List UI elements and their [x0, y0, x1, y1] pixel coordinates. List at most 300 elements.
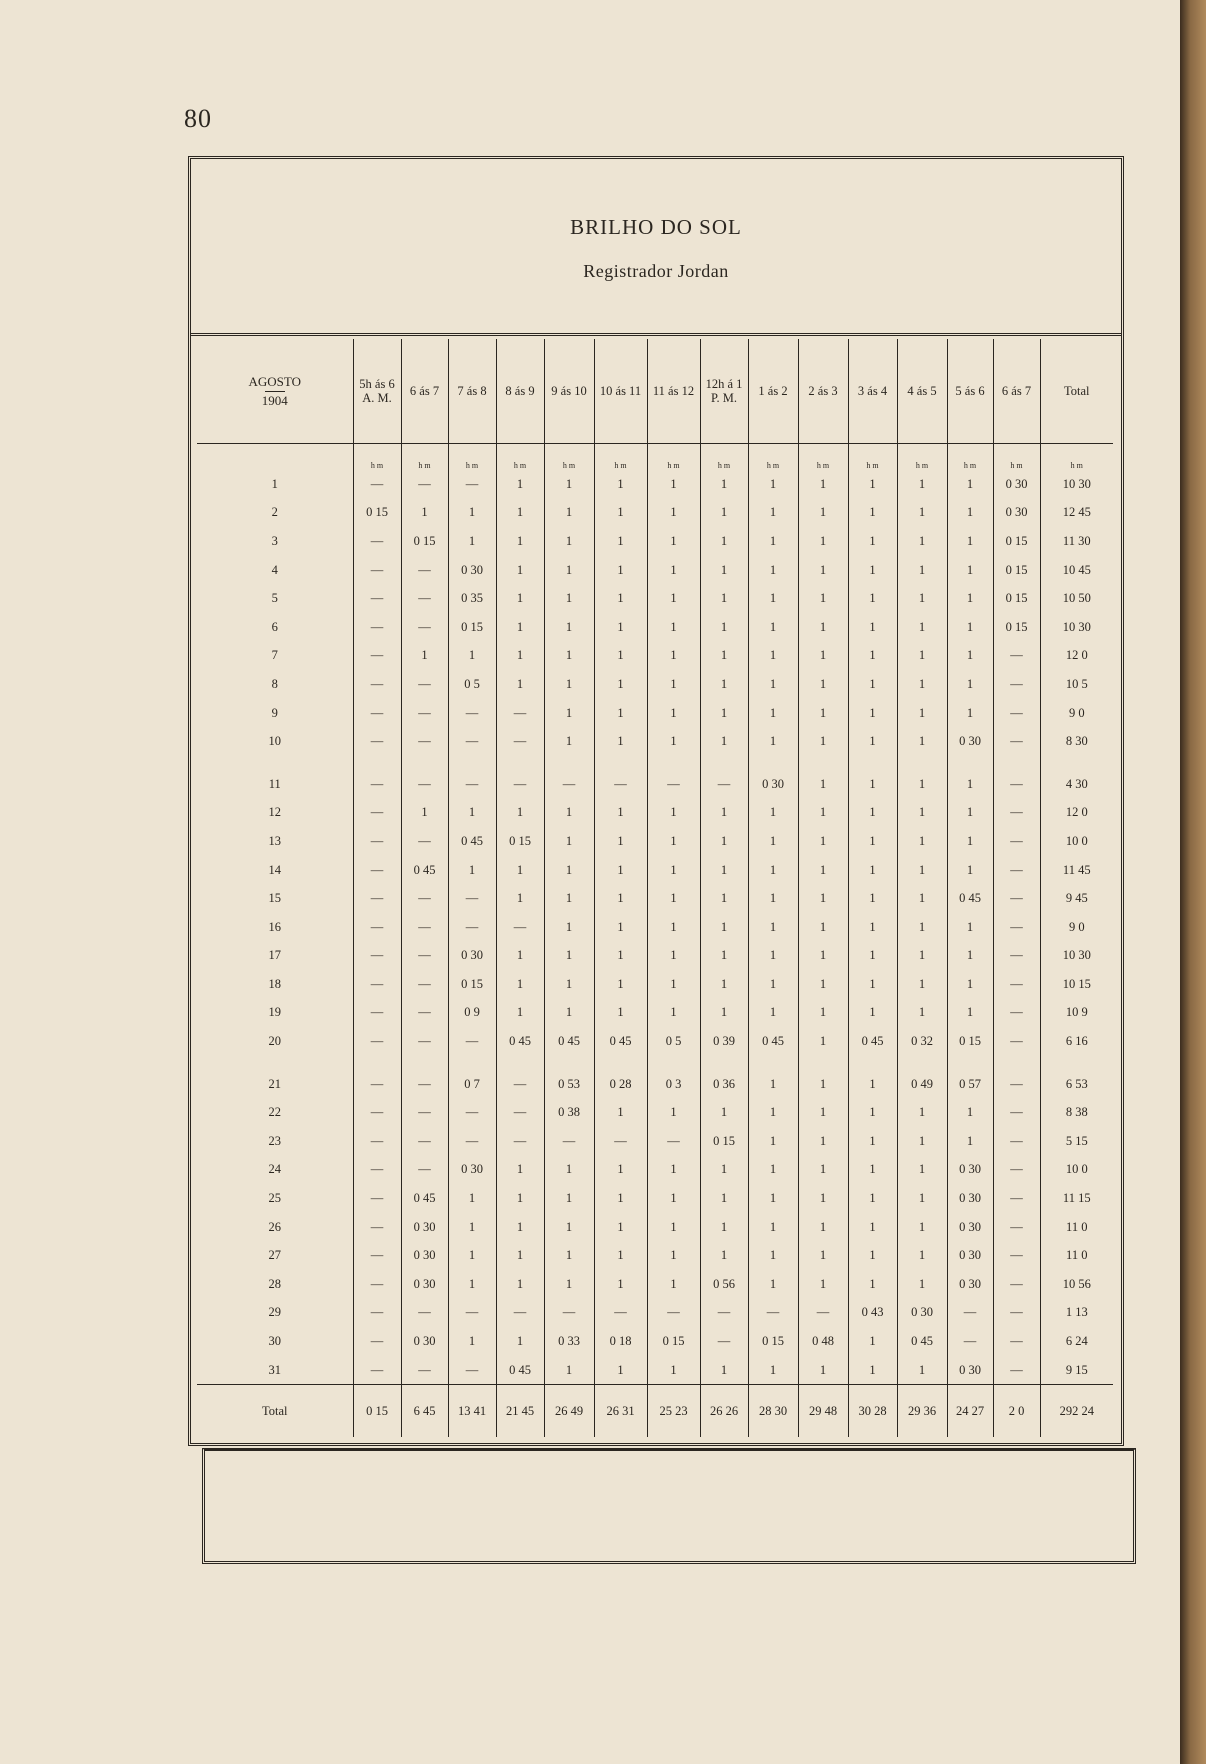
- value-cell: 1: [594, 1184, 647, 1213]
- gap-cell: [947, 1056, 993, 1070]
- total-value: 292 24: [1040, 1385, 1113, 1438]
- value-cell: 10 30: [1040, 613, 1113, 642]
- value-cell: —: [993, 1156, 1040, 1185]
- value-cell: 1: [897, 1156, 947, 1185]
- value-cell: —: [993, 642, 1040, 671]
- value-cell: 1: [594, 856, 647, 885]
- hour-column-header: [647, 339, 700, 444]
- value-cell: 1: [496, 584, 544, 613]
- value-cell: 0 30: [448, 942, 496, 971]
- value-cell: 1: [848, 727, 897, 756]
- value-cell: 11 0: [1040, 1213, 1113, 1242]
- value-cell: 0 39: [700, 1027, 748, 1056]
- value-cell: 1: [897, 584, 947, 613]
- gap-cell: [748, 1056, 798, 1070]
- value-cell: 1: [647, 699, 700, 728]
- table-row: [197, 1070, 1113, 1099]
- value-cell: —: [496, 1299, 544, 1328]
- value-cell: 1: [897, 670, 947, 699]
- value-cell: 1: [544, 827, 594, 856]
- value-cell: 1: [748, 670, 798, 699]
- value-cell: —: [993, 770, 1040, 799]
- value-cell: —: [993, 1098, 1040, 1127]
- table-row: [197, 727, 1113, 756]
- day-cell: 2: [271, 505, 278, 520]
- value-cell: 1: [594, 1241, 647, 1270]
- value-cell: 1: [897, 999, 947, 1028]
- value-cell: 1: [897, 699, 947, 728]
- value-cell: —: [353, 584, 401, 613]
- value-cell: 11 0: [1040, 1241, 1113, 1270]
- gap-cell: [544, 1056, 594, 1070]
- value-cell: 1: [401, 799, 448, 828]
- value-cell: 1: [798, 856, 848, 885]
- value-cell: 1: [544, 613, 594, 642]
- value-cell: 0 48: [798, 1327, 848, 1356]
- column-label: 6 ás 7: [409, 384, 440, 398]
- value-cell: 1: [448, 856, 496, 885]
- value-cell: —: [448, 1299, 496, 1328]
- value-cell: 1: [947, 613, 993, 642]
- value-cell: 1: [848, 499, 897, 528]
- value-cell: 0 15: [993, 527, 1040, 556]
- value-cell: 1: [544, 670, 594, 699]
- value-cell: 1: [748, 584, 798, 613]
- table-row: [197, 556, 1113, 585]
- table-row: [197, 913, 1113, 942]
- value-cell: 1: [544, 856, 594, 885]
- value-cell: 1: [947, 856, 993, 885]
- column-label: 7 ás 8: [457, 384, 487, 398]
- total-value: 30 28: [848, 1385, 897, 1438]
- table-row: [197, 970, 1113, 999]
- value-cell: —: [700, 1327, 748, 1356]
- month-label: AGOSTO: [248, 373, 301, 389]
- table-row: [197, 1027, 1113, 1056]
- value-cell: 1: [594, 584, 647, 613]
- value-cell: 1: [798, 1241, 848, 1270]
- unit-label: h m: [798, 444, 848, 471]
- value-cell: 10 30: [1040, 942, 1113, 971]
- value-cell: —: [353, 642, 401, 671]
- value-cell: 1: [848, 1156, 897, 1185]
- value-cell: 1: [748, 499, 798, 528]
- value-cell: 1: [848, 1270, 897, 1299]
- value-cell: 1: [897, 613, 947, 642]
- value-cell: 1: [897, 470, 947, 499]
- value-cell: 0 30: [993, 470, 1040, 499]
- value-cell: 1: [496, 470, 544, 499]
- value-cell: —: [401, 670, 448, 699]
- value-cell: 0 30: [401, 1270, 448, 1299]
- footer-box: [202, 1448, 1136, 1564]
- day-cell: 16: [268, 919, 281, 934]
- value-cell: 1: [947, 556, 993, 585]
- value-cell: 0 45: [496, 1356, 544, 1385]
- value-cell: 1: [748, 827, 798, 856]
- units-spacer: [197, 444, 353, 471]
- value-cell: 1: [848, 884, 897, 913]
- table-row: [197, 999, 1113, 1028]
- value-cell: 1: [947, 913, 993, 942]
- column-label: 2 ás 3: [808, 384, 838, 398]
- value-cell: —: [401, 1299, 448, 1328]
- value-cell: 1: [544, 527, 594, 556]
- value-cell: —: [353, 470, 401, 499]
- value-cell: 1: [647, 1213, 700, 1242]
- page-number: 80: [184, 104, 212, 133]
- value-cell: 1: [700, 613, 748, 642]
- value-cell: 1: [897, 1270, 947, 1299]
- title-area: [191, 159, 1121, 336]
- value-cell: 1: [798, 1270, 848, 1299]
- value-cell: 0 30: [401, 1213, 448, 1242]
- value-cell: —: [993, 1327, 1040, 1356]
- value-cell: 1: [594, 642, 647, 671]
- value-cell: —: [401, 999, 448, 1028]
- value-cell: 0 43: [848, 1299, 897, 1328]
- value-cell: 12 0: [1040, 642, 1113, 671]
- total-value: 26 31: [594, 1385, 647, 1438]
- value-cell: 1: [947, 470, 993, 499]
- value-cell: 1: [647, 942, 700, 971]
- value-cell: 1: [748, 556, 798, 585]
- value-cell: 1 13: [1040, 1299, 1113, 1328]
- value-cell: 1: [647, 1241, 700, 1270]
- value-cell: —: [353, 970, 401, 999]
- value-cell: —: [353, 1027, 401, 1056]
- value-cell: 1: [848, 970, 897, 999]
- value-cell: 0 30: [947, 1270, 993, 1299]
- value-cell: —: [993, 1184, 1040, 1213]
- gap-cell: [401, 1056, 448, 1070]
- value-cell: 0 15: [748, 1327, 798, 1356]
- table-row: [197, 642, 1113, 671]
- value-cell: 6 16: [1040, 1027, 1113, 1056]
- value-cell: 4 30: [1040, 770, 1113, 799]
- gap-cell: [700, 1056, 748, 1070]
- value-cell: —: [647, 1299, 700, 1328]
- value-cell: 1: [848, 584, 897, 613]
- table-row: [197, 1299, 1113, 1328]
- value-cell: —: [401, 699, 448, 728]
- value-cell: 9 0: [1040, 699, 1113, 728]
- value-cell: —: [993, 1213, 1040, 1242]
- value-cell: 1: [594, 999, 647, 1028]
- total-value: 25 23: [647, 1385, 700, 1438]
- hour-column-header: [848, 339, 897, 444]
- value-cell: 1: [848, 856, 897, 885]
- value-cell: 1: [848, 470, 897, 499]
- hour-column-header: [897, 339, 947, 444]
- value-cell: 1: [848, 913, 897, 942]
- value-cell: 10 45: [1040, 556, 1113, 585]
- value-cell: 1: [594, 499, 647, 528]
- gap-cell: [197, 1056, 353, 1070]
- value-cell: —: [448, 1027, 496, 1056]
- value-cell: 1: [700, 1213, 748, 1242]
- value-cell: —: [594, 1127, 647, 1156]
- value-cell: 1: [848, 770, 897, 799]
- value-cell: 1: [700, 584, 748, 613]
- gap-cell: [897, 756, 947, 770]
- table-title: BRILHO DO SOL: [570, 215, 742, 239]
- value-cell: 1: [748, 942, 798, 971]
- value-cell: 1: [700, 827, 748, 856]
- header-row: [197, 339, 1113, 444]
- value-cell: 1: [700, 1241, 748, 1270]
- value-cell: —: [544, 770, 594, 799]
- total-value: 6 45: [401, 1385, 448, 1438]
- value-cell: 1: [848, 1127, 897, 1156]
- table-row: [197, 942, 1113, 971]
- book-spine: [1180, 0, 1206, 1764]
- value-cell: —: [993, 799, 1040, 828]
- value-cell: 1: [897, 1213, 947, 1242]
- value-cell: —: [594, 770, 647, 799]
- value-cell: 1: [496, 527, 544, 556]
- value-cell: 1: [798, 1027, 848, 1056]
- value-cell: 1: [798, 584, 848, 613]
- table-row: [197, 799, 1113, 828]
- value-cell: 1: [496, 642, 544, 671]
- value-cell: 1: [947, 942, 993, 971]
- value-cell: 1: [448, 1184, 496, 1213]
- value-cell: 0 56: [700, 1270, 748, 1299]
- gap-cell: [448, 756, 496, 770]
- table-row: [197, 670, 1113, 699]
- value-cell: 1: [947, 770, 993, 799]
- value-cell: 1: [947, 584, 993, 613]
- value-cell: 1: [544, 1213, 594, 1242]
- value-cell: 12 0: [1040, 799, 1113, 828]
- value-cell: 11 45: [1040, 856, 1113, 885]
- total-value: 29 48: [798, 1385, 848, 1438]
- value-cell: 0 15: [353, 499, 401, 528]
- value-cell: 1: [848, 1327, 897, 1356]
- value-cell: 0 15: [401, 527, 448, 556]
- value-cell: 1: [848, 827, 897, 856]
- header-separator: [265, 391, 285, 392]
- value-cell: 1: [594, 1213, 647, 1242]
- value-cell: —: [496, 727, 544, 756]
- value-cell: —: [993, 1127, 1040, 1156]
- table-row: [197, 884, 1113, 913]
- value-cell: 1: [798, 827, 848, 856]
- value-cell: 0 30: [947, 1213, 993, 1242]
- gap-cell: [748, 756, 798, 770]
- value-cell: —: [993, 727, 1040, 756]
- value-cell: 1: [947, 970, 993, 999]
- day-cell: 8: [271, 676, 278, 691]
- value-cell: —: [401, 556, 448, 585]
- value-cell: 1: [647, 556, 700, 585]
- value-cell: —: [353, 1356, 401, 1385]
- value-cell: 8 30: [1040, 727, 1113, 756]
- value-cell: 11 15: [1040, 1184, 1113, 1213]
- value-cell: 1: [594, 670, 647, 699]
- day-cell: 24: [268, 1162, 281, 1177]
- gap-cell: [544, 756, 594, 770]
- value-cell: —: [353, 1241, 401, 1270]
- unit-label: h m: [1040, 444, 1113, 471]
- value-cell: —: [993, 1027, 1040, 1056]
- value-cell: —: [798, 1299, 848, 1328]
- value-cell: —: [401, 1127, 448, 1156]
- value-cell: 1: [848, 1241, 897, 1270]
- value-cell: 1: [798, 470, 848, 499]
- value-cell: 1: [544, 699, 594, 728]
- value-cell: —: [700, 770, 748, 799]
- unit-label: h m: [947, 444, 993, 471]
- hour-column-header: [700, 339, 748, 444]
- gap-cell: [197, 756, 353, 770]
- value-cell: —: [401, 970, 448, 999]
- value-cell: 1: [748, 970, 798, 999]
- value-cell: 1: [544, 1356, 594, 1385]
- value-cell: 0 45: [401, 856, 448, 885]
- value-cell: 1: [496, 1213, 544, 1242]
- unit-label: h m: [353, 444, 401, 471]
- value-cell: —: [401, 1356, 448, 1385]
- value-cell: 1: [496, 613, 544, 642]
- gap-cell: [798, 756, 848, 770]
- value-cell: 1: [647, 799, 700, 828]
- value-cell: 1: [700, 1356, 748, 1385]
- value-cell: —: [353, 699, 401, 728]
- value-cell: 1: [748, 799, 798, 828]
- value-cell: 1: [544, 942, 594, 971]
- value-cell: —: [401, 613, 448, 642]
- value-cell: 1: [448, 799, 496, 828]
- value-cell: 1: [700, 856, 748, 885]
- value-cell: 1: [448, 527, 496, 556]
- value-cell: 1: [544, 1241, 594, 1270]
- hour-column-header: [496, 339, 544, 444]
- total-value: 29 36: [897, 1385, 947, 1438]
- total-value: 0 15: [353, 1385, 401, 1438]
- value-cell: 0 28: [594, 1070, 647, 1099]
- value-cell: 1: [448, 1327, 496, 1356]
- value-cell: 1: [496, 799, 544, 828]
- value-cell: 1: [897, 1241, 947, 1270]
- value-cell: 1: [700, 1156, 748, 1185]
- value-cell: —: [496, 913, 544, 942]
- value-cell: 9 0: [1040, 913, 1113, 942]
- value-cell: 1: [594, 970, 647, 999]
- value-cell: 1: [798, 1213, 848, 1242]
- value-cell: 0 35: [448, 584, 496, 613]
- column-label: Total: [1063, 384, 1090, 398]
- day-cell: 13: [268, 833, 281, 848]
- gap-cell: [353, 756, 401, 770]
- value-cell: 1: [848, 699, 897, 728]
- value-cell: —: [401, 470, 448, 499]
- value-cell: 1: [401, 642, 448, 671]
- value-cell: 0 45: [947, 884, 993, 913]
- value-cell: 10 0: [1040, 1156, 1113, 1185]
- year-label: 1904: [261, 392, 288, 408]
- value-cell: —: [401, 827, 448, 856]
- value-cell: 1: [544, 884, 594, 913]
- gap-cell: [993, 756, 1040, 770]
- value-cell: —: [401, 884, 448, 913]
- value-cell: 1: [848, 1213, 897, 1242]
- table-row: [197, 1356, 1113, 1385]
- hour-column-header: [594, 339, 647, 444]
- value-cell: 1: [947, 999, 993, 1028]
- value-cell: 1: [897, 556, 947, 585]
- day-cell: 17: [268, 948, 281, 963]
- value-cell: 1: [594, 613, 647, 642]
- value-cell: 0 30: [448, 1156, 496, 1185]
- column-period: P. M.: [710, 391, 738, 405]
- unit-label: h m: [594, 444, 647, 471]
- table-row: [197, 856, 1113, 885]
- value-cell: 1: [748, 699, 798, 728]
- column-label: 5 ás 6: [955, 384, 985, 398]
- table-row: [197, 584, 1113, 613]
- hour-column-header: [947, 339, 993, 444]
- value-cell: —: [993, 699, 1040, 728]
- day-cell: 15: [268, 891, 281, 906]
- value-cell: 0 45: [748, 1027, 798, 1056]
- value-cell: 1: [798, 727, 848, 756]
- column-label: 10 ás 11: [599, 384, 642, 398]
- value-cell: 1: [748, 1213, 798, 1242]
- value-cell: 0 18: [594, 1327, 647, 1356]
- total-value: 28 30: [748, 1385, 798, 1438]
- value-cell: 1: [496, 1184, 544, 1213]
- value-cell: 1: [700, 699, 748, 728]
- hour-column-header: [798, 339, 848, 444]
- column-label: 9 ás 10: [551, 384, 587, 398]
- value-cell: —: [748, 1299, 798, 1328]
- value-cell: —: [448, 470, 496, 499]
- value-cell: 1: [700, 942, 748, 971]
- value-cell: 1: [700, 799, 748, 828]
- unit-label: h m: [448, 444, 496, 471]
- day-cell: 21: [268, 1076, 281, 1091]
- value-cell: 1: [496, 670, 544, 699]
- units-row: [197, 444, 1113, 471]
- value-cell: —: [993, 942, 1040, 971]
- value-cell: 1: [798, 642, 848, 671]
- value-cell: 1: [748, 1070, 798, 1099]
- value-cell: —: [947, 1327, 993, 1356]
- value-cell: 0 30: [401, 1327, 448, 1356]
- value-cell: 0 15: [448, 970, 496, 999]
- value-cell: —: [401, 1156, 448, 1185]
- value-cell: —: [496, 1070, 544, 1099]
- value-cell: 0 30: [947, 1184, 993, 1213]
- value-cell: —: [993, 970, 1040, 999]
- value-cell: —: [353, 1156, 401, 1185]
- value-cell: 1: [594, 1270, 647, 1299]
- unit-label: h m: [993, 444, 1040, 471]
- table-row: [197, 527, 1113, 556]
- value-cell: 1: [798, 942, 848, 971]
- value-cell: 1: [544, 1184, 594, 1213]
- value-cell: 0 15: [993, 613, 1040, 642]
- column-label: 8 ás 9: [505, 384, 535, 398]
- value-cell: 1: [647, 1356, 700, 1385]
- value-cell: 0 30: [947, 727, 993, 756]
- value-cell: 0 36: [700, 1070, 748, 1099]
- value-cell: 0 49: [897, 1070, 947, 1099]
- table-row: [197, 1127, 1113, 1156]
- value-cell: 1: [897, 913, 947, 942]
